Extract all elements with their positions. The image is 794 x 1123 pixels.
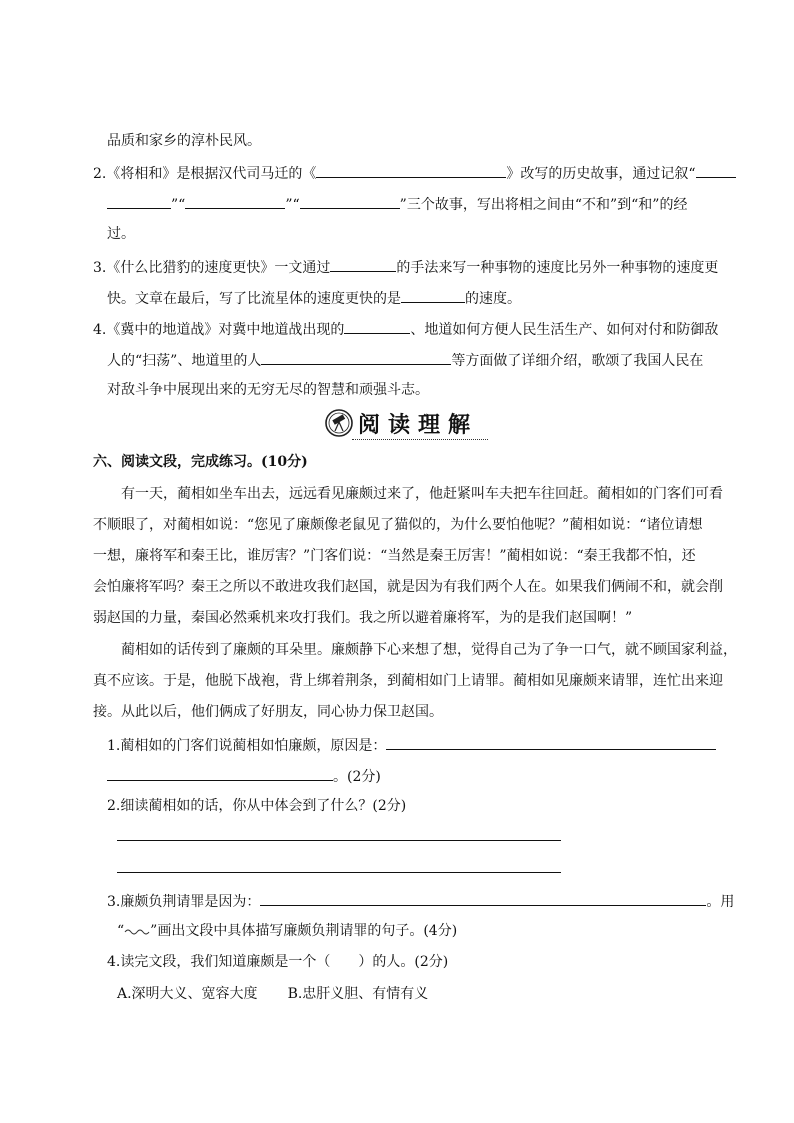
text-line: 对敌斗争中展现出来的无穷无尽的智慧和顽强斗志。 <box>107 382 429 398</box>
passage-line: 一想，廉将军和秦王比，谁厉害？”门客们说：“当然是秦王厉害！”蔺相如说：“秦王我都不怕，还 <box>93 548 696 564</box>
question-2: 2.《将相和》是根据汉代司马迁的《 》改写的历史故事，通过记叙“ <box>93 162 736 184</box>
option-a[interactable]: A.深明大义、宽容大度 <box>117 986 258 1002</box>
answer-blank[interactable] <box>344 318 410 334</box>
reading-question-2: 2.细读蔺相如的话，你从中体会到了什么？(2分) <box>107 798 407 814</box>
answer-blank[interactable] <box>330 256 396 272</box>
reading-banner <box>322 405 492 441</box>
option-b[interactable]: B.忠肝义胆、有情有义 <box>287 986 429 1002</box>
telescope-icon <box>324 408 354 438</box>
question-2-line2: ”“ ”“ ”三个故事，写出将相之间由“不和”到“和”的经 <box>107 193 687 215</box>
passage-line: 不顺眼了，对蔺相如说：“您见了廉颇像老鼠见了猫似的，为什么要怕他呢？”蔺相如说：“诸位请想 <box>93 517 703 533</box>
question-3: 3.《什么比猎豹的速度更快》一文通过 的手法来写一种事物的速度比另外一种事物的速度更 <box>93 256 718 278</box>
passage-line: 会怕廉将军吗？秦王之所以不敢进攻我们赵国，就是因为有我们两个人在。如果我们俩闹不和，就会削 <box>93 579 723 595</box>
text-line: 品质和家乡的淳朴民风。 <box>107 133 261 149</box>
banner-underline <box>352 439 488 440</box>
reading-question-1-line2: 。(2分) <box>107 765 381 787</box>
passage-line: 真不应该。于是，他脱下战袍，背上绑着荆条，到蔺相如门上请罪。蔺相如见廉颇来请罪，连忙出来迎 <box>93 673 723 689</box>
passage-line: 接。从此以后，他们俩成了好朋友，同心协力保卫赵国。 <box>93 704 443 720</box>
answer-blank[interactable] <box>107 193 171 209</box>
passage-line: 蔺相如的话传到了廉颇的耳朵里。廉颇静下心来想了想，觉得自己为了争一口气，就不顾国家利益， <box>121 642 737 658</box>
question-4: 4.《冀中的地道战》对冀中地道战出现的 、地道如何方便人民生活生产、如何对付和防御敌 <box>93 318 718 340</box>
reading-question-3: 3.廉颇负荆请罪是因为： 。用 <box>107 890 734 912</box>
choice-options <box>117 984 428 1004</box>
reading-question-4: 4.读完文段，我们知道廉颇是一个（ ）的人。(2分) <box>107 954 449 970</box>
answer-blank[interactable] <box>260 890 706 906</box>
answer-blank[interactable] <box>107 765 333 781</box>
answer-blank[interactable] <box>316 162 506 178</box>
answer-blank[interactable] <box>696 162 736 178</box>
passage-line: 有一天，蔺相如坐车出去，远远看见廉颇过来了，他赶紧叫车夫把车往回赶。蔺相如的门客们可看 <box>121 486 723 502</box>
wavy-line-icon <box>124 926 150 936</box>
banner-title: 阅读理解 <box>358 412 479 438</box>
reading-question-1: 1.蔺相如的门客们说蔺相如怕廉颇，原因是： <box>107 734 716 756</box>
passage-line: 弱赵国的力量，秦国必然乘机来攻打我们。我之所以避着廉将军，为的是我们赵国啊！” <box>93 610 633 626</box>
answer-line[interactable] <box>117 872 561 873</box>
answer-blank[interactable] <box>300 193 400 209</box>
answer-line[interactable] <box>117 840 561 841</box>
reading-question-3-line2: “ ”画出文段中具体描写廉颇负荆请罪的句子。(4分) <box>117 923 458 939</box>
answer-blank[interactable] <box>261 349 451 365</box>
text-line: 过。 <box>107 226 135 242</box>
answer-blank[interactable] <box>185 193 285 209</box>
question-4-line2: 人的“扫荡”、地道里的人 等方面做了详细介绍，歌颂了我国人民在 <box>107 349 703 371</box>
answer-blank[interactable] <box>386 734 716 750</box>
question-3-line2: 快。文章在最后，写了比流星体的速度更快的是 的速度。 <box>107 287 521 309</box>
answer-blank[interactable] <box>401 287 465 303</box>
section-heading: 六、阅读文段，完成练习。(10分) <box>93 454 308 470</box>
